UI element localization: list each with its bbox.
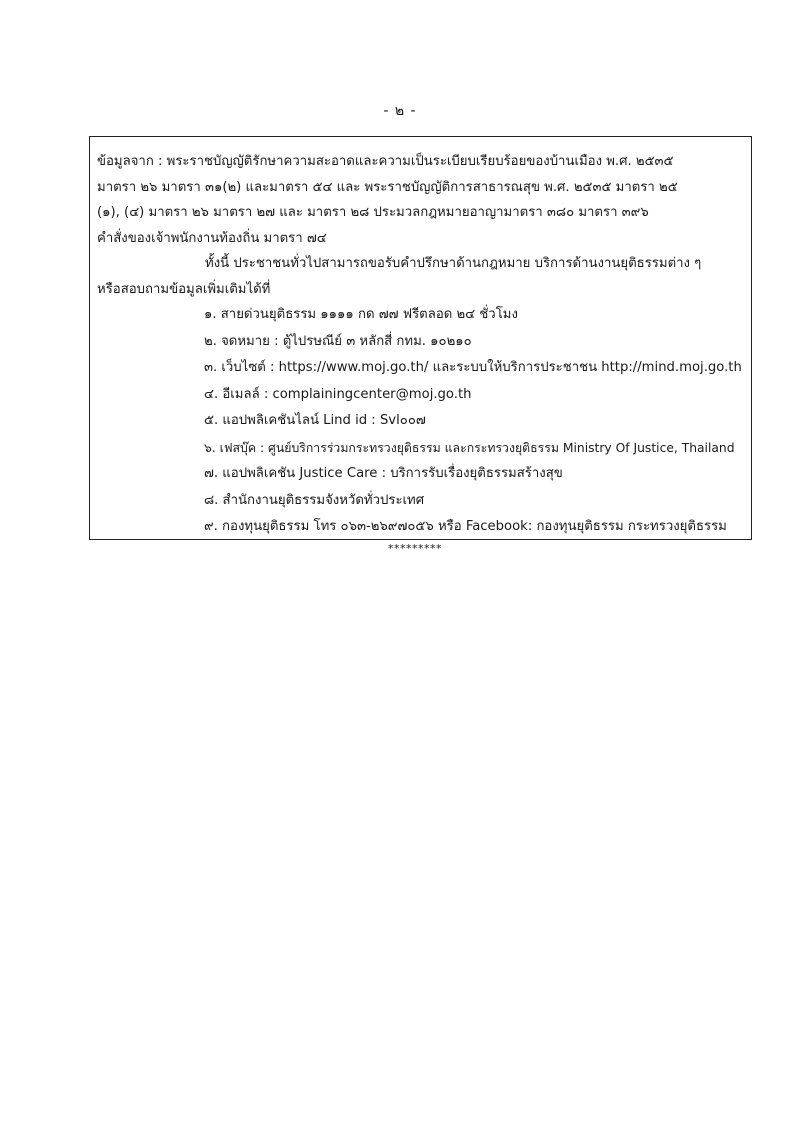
info-box <box>89 136 752 540</box>
intro-paragraph <box>97 251 743 302</box>
contact-justice-care-app: ๗. แอปพลิเคชัน Justice Care : บริการรับเรื่องยุติธรรมสร้างสุข <box>204 466 563 481</box>
source-line: คำสั่งของเจ้าพนักงานท้องถิ่น มาตรา ๗๔ <box>97 230 327 246</box>
contact-website: ๓. เว็บไซต์ : https://www.moj.go.th/ และระบบให้บริการประชาชน http://mind.moj.go.th <box>204 360 742 375</box>
source-line: (๑), (๔) มาตรา ๒๖ มาตรา ๒๗ และ มาตรา ๒๘ ประมวลกฎหมายอาญามาตรา ๓๘๐ มาตรา ๓๙๖ <box>97 205 649 220</box>
contact-hotline: ๑. สายด่วนยุติธรรม ๑๑๑๑ กด ๗๗ ฟรีตลอด ๒๔ ชั่วโมง <box>204 307 518 322</box>
end-mark: ********* <box>388 542 442 555</box>
contact-justice-fund: ๙. กองทุนยุติธรรม โทร ๐๖๓-๒๖๙๗๐๕๖ หรือ Facebook: กองทุนยุติธรรม กระทรวงยุติธรรม <box>204 519 727 534</box>
contact-mail: ๒. จดหมาย : ตู้ไปรษณีย์ ๓ หลักสี่ กทม. ๑๐๒๑๐ <box>204 333 472 349</box>
intro-line: หรือสอบถามข้อมูลเพิ่มเติมได้ที่ <box>97 281 271 297</box>
contact-line-app: ๕. แอปพลิเคชันไลน์ Lind id : Svl๐๐๗ <box>204 413 426 428</box>
contact-list <box>97 302 743 541</box>
source-line: ข้อมูลจาก : พระราชบัญญัติรักษาความสะอาดและความเป็นระเบียบเรียบร้อยของบ้านเมือง พ.ศ. ๒๕๓๕ <box>97 154 674 169</box>
source-line: มาตรา ๒๖ มาตรา ๓๑(๒) และมาตรา ๕๔ และ พระราชบัญญัติการสาธารณสุข พ.ศ. ๒๕๓๕ มาตรา ๒๕ <box>97 179 678 195</box>
contact-facebook: ๖. เฟสบุ๊ค : ศูนย์บริการร่วมกระทรวงยุติธรรม และกระทรวงยุติธรรม Ministry Of Justice, Thailand <box>204 440 735 455</box>
intro-line: ทั้งนี้ ประชาชนทั่วไปสามารถขอรับคำปรึกษาด้านกฎหมาย บริการด้านงานยุติธรรมต่าง ๆ <box>205 256 702 271</box>
source-paragraph <box>97 149 743 251</box>
contact-provincial-offices: ๘. สำนักงานยุติธรรมจังหวัดทั่วประเทศ <box>204 492 425 508</box>
page-number: - ๒ - <box>383 103 417 119</box>
contact-email: ๔. อีเมลล์ : complainingcenter@moj.go.th <box>204 386 472 402</box>
